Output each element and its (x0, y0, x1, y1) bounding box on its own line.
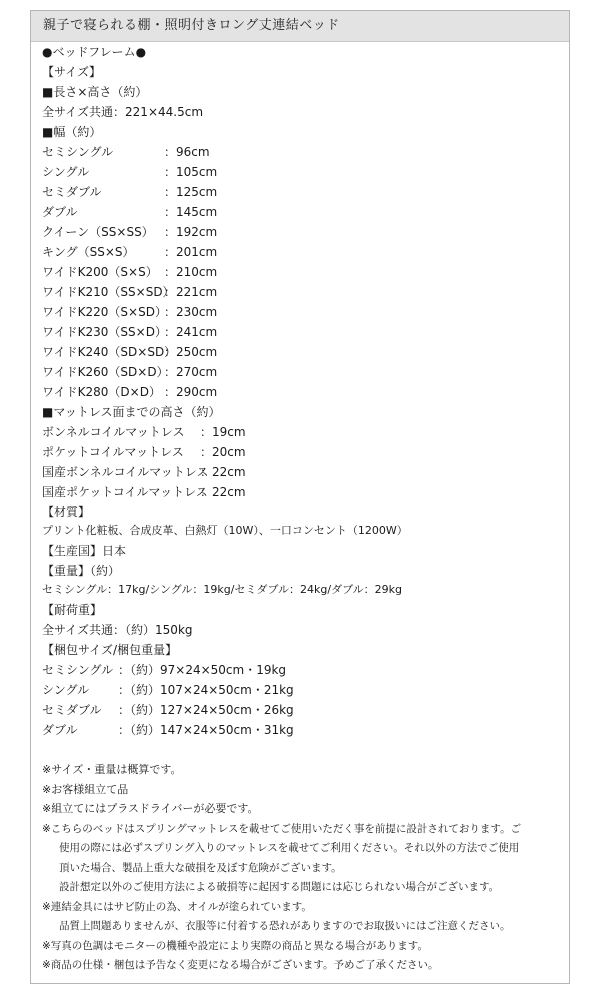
note-line: ※連結金具にはサビ防止の為、オイルが塗られています。 (42, 901, 312, 913)
mattress-height-value: ：20cm (200, 445, 246, 459)
width-size-name: クイーン（SS×SS） (42, 225, 154, 239)
width-size-name: ワイドK230（SS×D） (42, 325, 167, 339)
width-row (42, 244, 218, 260)
width-value: ：201cm (164, 245, 218, 259)
width-value: ：230cm (164, 305, 218, 319)
width-value: ：210cm (164, 265, 218, 279)
mattress-type: 国産ポケットコイルマットレス (42, 485, 208, 499)
weight-heading: 【重量】（約） (42, 564, 121, 578)
width-row (42, 204, 218, 220)
package-size-name: セミシングル (42, 663, 114, 677)
width-value: ：290cm (164, 385, 218, 399)
width-size-name: ワイドK200（S×S） (42, 265, 158, 279)
width-size-name: セミシングル (42, 145, 114, 159)
note-line: ※商品の仕様・梱包は予告なく変更になる場合がございます。予めご了承ください。 (42, 959, 439, 971)
width-size-name: シングル (42, 165, 90, 179)
package-row (42, 722, 294, 738)
mattress-height-heading: ■マットレス面までの高さ（約） (42, 405, 221, 419)
width-row (42, 344, 218, 360)
width-row (42, 304, 218, 320)
width-row (42, 144, 210, 160)
load-text: 全サイズ共通：（約）150kg (42, 623, 193, 637)
package-value: ：（約）147×24×50cm・31kg (118, 723, 294, 737)
width-value: ：125cm (164, 185, 218, 199)
note-line: 使用の際には必ずスプリング入りのマットレスを載せてご利用ください。それ以外の方法でご使用 (59, 842, 520, 854)
width-row (42, 364, 218, 380)
width-size-name: ワイドK280（D×D） (42, 385, 161, 399)
width-row (42, 324, 218, 340)
width-row (42, 284, 218, 300)
width-row (42, 164, 218, 180)
mattress-type: ボンネルコイルマットレス (42, 425, 185, 439)
spec-panel (30, 10, 570, 984)
all-sizes-length: 全サイズ共通：221×44.5cm (42, 105, 204, 119)
width-value: ：221cm (164, 285, 218, 299)
package-value: ：（約）97×24×50cm・19kg (118, 663, 287, 677)
package-heading: 【梱包サイズ/梱包重量】 (42, 643, 178, 657)
width-row (42, 264, 218, 280)
mattress-type: 国産ボンネルコイルマットレス (42, 465, 209, 479)
width-value: ：270cm (164, 365, 218, 379)
width-row (42, 224, 218, 240)
width-size-name: ダブル (42, 205, 78, 219)
package-row (42, 682, 294, 698)
note-line: 頂いた場合、製品上重大な破損を及ぼす危険がございます。 (59, 862, 342, 874)
length-height-heading: ■長さ×高さ（約） (42, 85, 148, 99)
package-size-name: ダブル (42, 723, 78, 737)
note-line: ※こちらのベッドはスプリングマットレスを載せてご使用いただく事を前提に設計されております。ご (42, 823, 522, 835)
material-text: プリント化粧板、合成皮革、白熱灯（10W）、一口コンセント（1200W） (42, 524, 408, 537)
package-row (42, 662, 287, 678)
size-heading: 【サイズ】 (42, 65, 102, 79)
spec-title: 親子で寝られる棚・照明付きロング丈連結ベッド (43, 18, 340, 33)
mattress-height-value: ：22cm (200, 465, 246, 479)
mattress-type: ポケットコイルマットレス (42, 445, 184, 459)
mattress-height-row (42, 424, 246, 440)
mattress-height-row (42, 464, 246, 480)
package-value: ：（約）107×24×50cm・21kg (118, 683, 294, 697)
spec-header (31, 11, 569, 42)
width-size-name: キング（SS×S） (42, 245, 135, 259)
width-value: ：96cm (164, 145, 210, 159)
mattress-height-value: ：19cm (200, 425, 246, 439)
note-line: ※サイズ・重量は概算です。 (42, 763, 182, 776)
note-line: 品質上問題ありませんが、衣服等に付着する恐れがありますのでお取扱いにはご注意ください。 (59, 920, 511, 932)
package-row (42, 702, 294, 718)
weight-text: セミシングル：17kg/シングル：19kg/セミダブル：24kg/ダブル：29kg (42, 583, 402, 596)
width-value: ：105cm (164, 165, 218, 179)
width-size-name: セミダブル (42, 185, 102, 199)
mattress-height-row (42, 484, 246, 500)
load-heading: 【耐荷重】 (42, 603, 103, 617)
width-size-name: ワイドK220（S×SD） (42, 305, 167, 319)
width-row (42, 184, 218, 200)
package-size-name: セミダブル (42, 703, 102, 717)
note-line: ※写真の色調はモニターの機種や設定により実際の商品と異なる場合があります。 (42, 940, 428, 952)
mattress-height-value: ：22cm (200, 485, 246, 499)
width-size-name: ワイドK210（SS×SD） (42, 285, 175, 299)
width-value: ：145cm (164, 205, 218, 219)
note-line: ※お客様組立て品 (42, 783, 129, 796)
frame-title: ●ベッドフレーム● (42, 45, 147, 59)
width-size-name: ワイドK240（SD×SD） (42, 345, 177, 359)
width-value: ：241cm (164, 325, 218, 339)
note-line: ※組立てにはプラスドライバーが必要です。 (42, 802, 259, 815)
note-line: 設計想定以外のご使用方法による破損等に起因する問題には応じられない場合がございます。 (59, 881, 500, 893)
width-value: ：250cm (164, 345, 218, 359)
width-row (42, 384, 218, 400)
package-size-name: シングル (42, 683, 90, 697)
width-value: ：192cm (164, 225, 218, 239)
width-size-name: ワイドK260（SD×D） (42, 365, 169, 379)
material-heading: 【材質】 (42, 505, 91, 519)
mattress-height-row (42, 444, 246, 460)
width-heading: ■幅（約） (42, 125, 102, 139)
origin: 【生産国】日本 (42, 544, 127, 558)
package-value: ：（約）127×24×50cm・26kg (118, 703, 294, 717)
